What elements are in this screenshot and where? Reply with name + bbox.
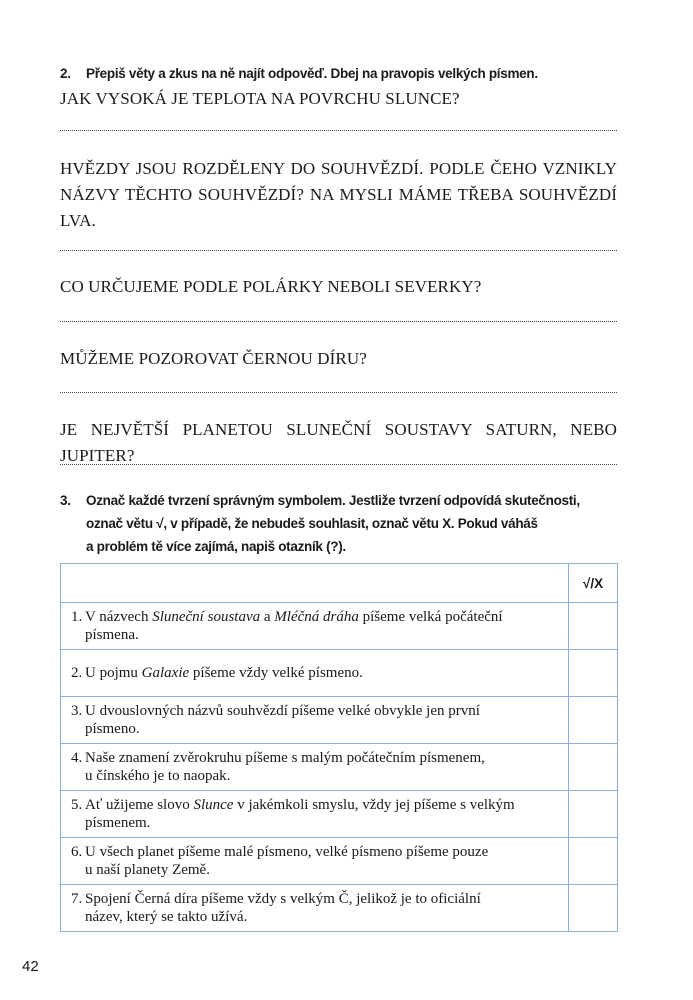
statement-text: Spojení Černá díra píšeme vždy s velkým Č, jelikož je to oficiální [85,891,481,907]
statements-table [60,563,618,932]
table-row [61,744,618,791]
statement-text: V názvech [85,609,153,625]
answer-line-1[interactable] [60,130,617,131]
table-row [61,885,618,932]
table-row [61,603,618,650]
answer-cell-6[interactable] [569,838,618,885]
table-header-row [61,564,618,603]
statement-number: 4. [71,750,83,766]
statement-number: 7. [71,891,83,907]
header-symbol-cell: √/X [569,564,618,603]
task-2-heading [60,62,538,85]
statement-continuation: název, který se takto užívá. [85,909,248,925]
statement-text: U dvouslovných názvů souhvězdí píšeme velké obvykle jen první [85,703,480,719]
task-2-instruction: Přepiš věty a zkus na ně najít odpověď. Dbej na pravopis velkých písmen. [86,66,538,81]
statement-6 [61,838,569,885]
statement-term: Slunce [193,797,234,813]
task-3-instruction-line-3: a problém tě více zajímá, napiš otazník (?). [86,539,346,554]
statement-text: v jakémkoli smyslu, vždy jej píšeme s velkým [233,797,515,813]
statement-term: Galaxie [141,665,190,681]
statement-text: U pojmu [85,665,142,681]
answer-cell-3[interactable] [569,697,618,744]
statement-4 [61,744,569,791]
page-number: 42 [22,958,39,975]
table-row [61,791,618,838]
statement-number: 3. [71,703,83,719]
answer-cell-2[interactable] [569,650,618,697]
statement-term: Mléčná dráha [274,609,359,625]
table-row [61,838,618,885]
statement-text: píšeme velká počáteční [358,609,503,625]
answer-line-4[interactable] [60,392,617,393]
statement-text: Naše znamení zvěrokruhu píšeme s malým počátečním písmenem, [85,750,485,766]
statement-text: píšeme vždy velké písmeno. [189,665,363,681]
statement-number: 2. [71,665,83,681]
answer-cell-7[interactable] [569,885,618,932]
statement-continuation: písmeno. [85,721,140,737]
task-3-number: 3. [60,493,71,508]
question-2: HVĚZDY JSOU ROZDĚLENY DO SOUHVĚZDÍ. PODLE ČEHO VZNIKLY NÁZVY TĚCHTO SOUHVĚZDÍ? NA MYSLI MÁME TŘEBA SOUHVĚZDÍ LVA. [60,159,617,230]
statement-term: Sluneční soustava [152,609,261,625]
task-3-instruction-text-1: Označ každé tvrzení správným symbolem. Jestliže tvrzení odpovídá skutečnosti, [86,493,580,508]
table-row [61,697,618,744]
statement-number: 1. [71,609,83,625]
task-3-heading [60,489,580,558]
statement-continuation: písmena. [85,627,139,643]
statement-text: U všech planet píšeme malé písmeno, velké písmeno píšeme pouze [85,844,489,860]
answer-line-3[interactable] [60,321,617,322]
statement-number: 5. [71,797,83,813]
question-1: JAK VYSOKÁ JE TEPLOTA NA POVRCHU SLUNCE? [60,89,460,108]
statement-text: Ať užijeme slovo [85,797,194,813]
answer-cell-5[interactable] [569,791,618,838]
statement-1 [61,603,569,650]
question-3: CO URČUJEME PODLE POLÁRKY NEBOLI SEVERKY? [60,277,482,296]
statement-7 [61,885,569,932]
question-5: JE NEJVĚTŠÍ PLANETOU SLUNEČNÍ SOUSTAVY SATURN, NEBO JUPITER? [60,420,617,465]
statement-continuation: u naší planety Země. [85,862,210,878]
answer-cell-1[interactable] [569,603,618,650]
statement-5 [61,791,569,838]
statement-continuation: u čínského je to naopak. [85,768,231,784]
statement-2 [61,650,569,697]
answer-line-5[interactable] [60,464,617,465]
statement-text: a [260,609,275,625]
task-3-instruction-line-1 [60,489,580,512]
table-row [61,650,618,697]
answer-cell-4[interactable] [569,744,618,791]
header-blank-cell [61,564,569,603]
task-2-number: 2. [60,66,71,81]
statement-number: 6. [71,844,83,860]
statement-3 [61,697,569,744]
statement-continuation: písmenem. [85,815,151,831]
question-4: MŮŽEME POZOROVAT ČERNOU DÍRU? [60,349,367,368]
task-3-instruction-line-2: označ větu √, v případě, že nebudeš souhlasit, označ větu X. Pokud váháš [86,516,538,531]
answer-line-2[interactable] [60,250,617,251]
